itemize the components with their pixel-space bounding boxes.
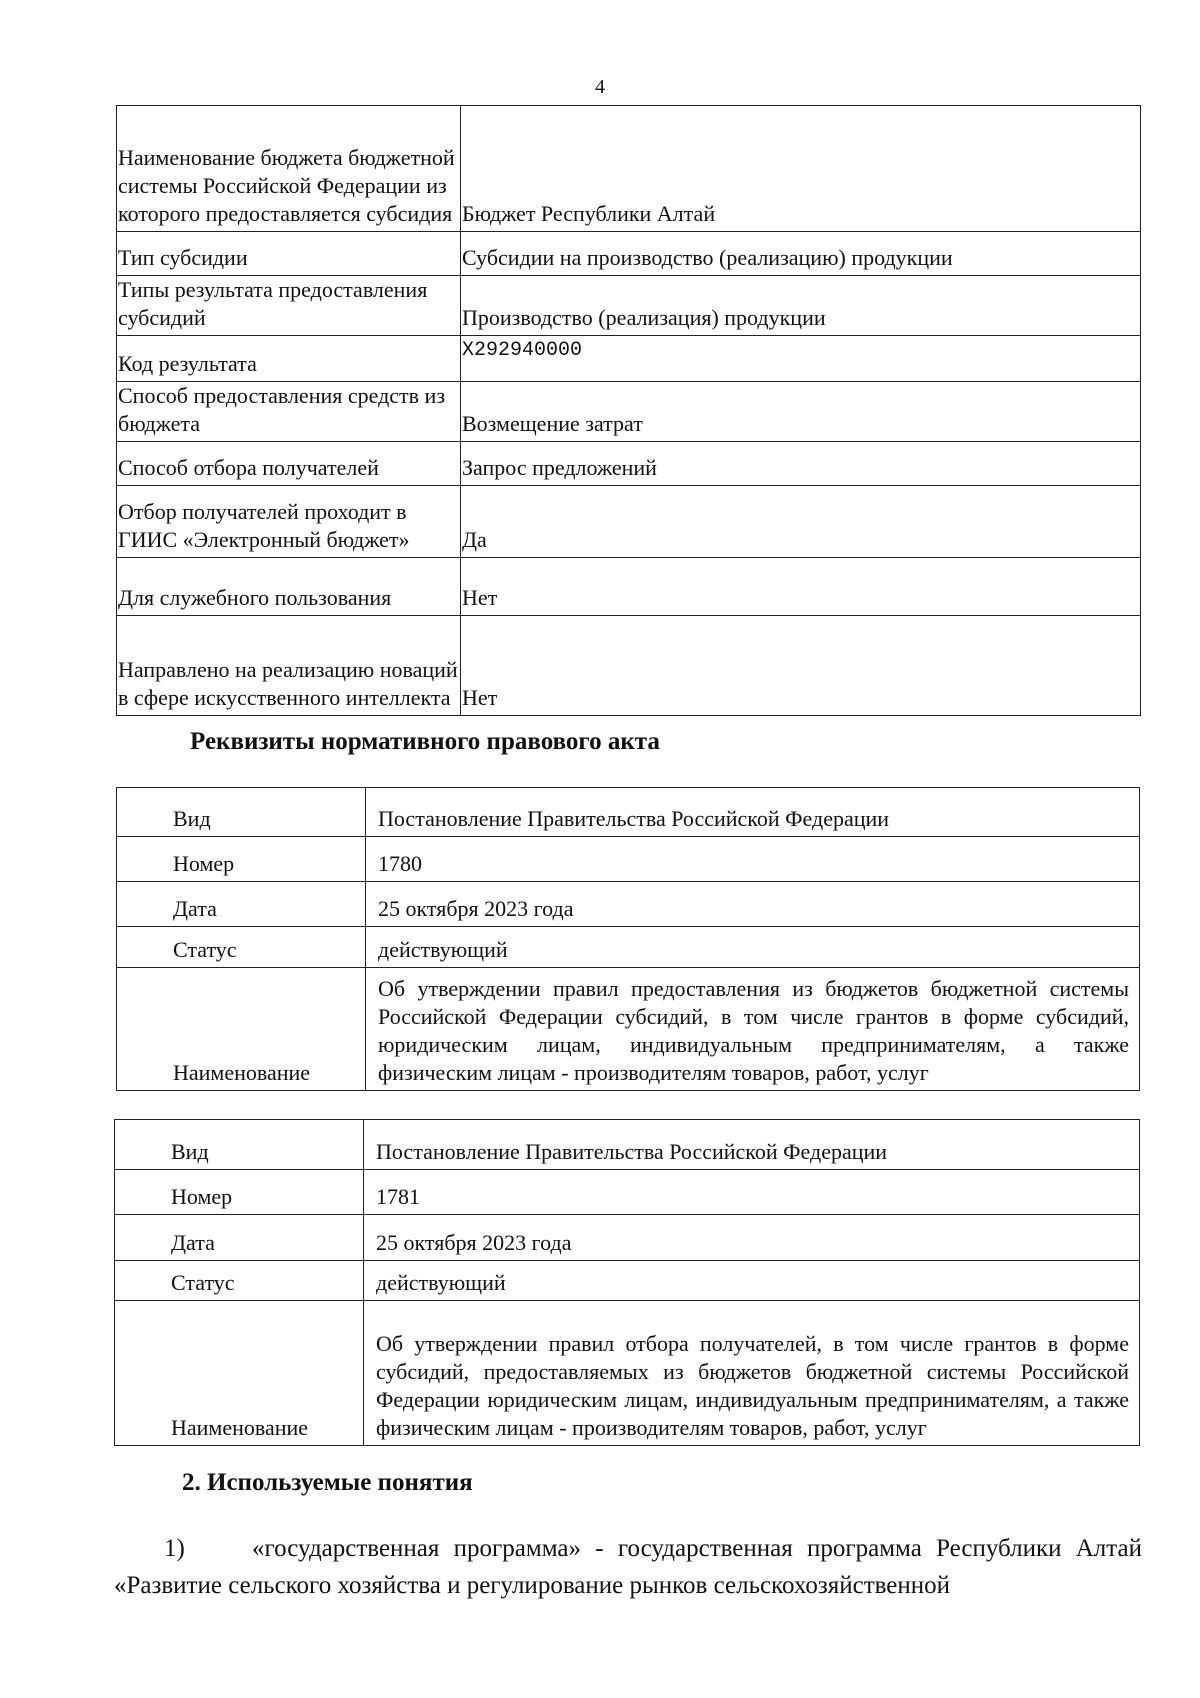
row-label: Для служебного пользования bbox=[117, 558, 461, 616]
row-value: 25 октября 2023 года bbox=[366, 882, 1140, 927]
row-value: Об утверждении правил предоставления из бюджетов бюджетной системы Российской Федерации субсидий, в том числе грантов в форме субсидий, юридическим лицам, индивидуальным предпринимателям, а также физическим лицам - производителям товаров, работ, услуг bbox=[366, 968, 1140, 1091]
table-row bbox=[117, 442, 1141, 486]
table-row bbox=[117, 927, 1140, 968]
section-2-heading: 2. Используемые понятия bbox=[182, 1469, 473, 1496]
row-label: Статус bbox=[117, 927, 366, 968]
row-label: Дата bbox=[115, 1215, 364, 1261]
legal-act-table-2 bbox=[114, 1119, 1140, 1446]
row-value: Постановление Правительства Российской Федерации bbox=[366, 788, 1140, 837]
row-value: Постановление Правительства Российской Федерации bbox=[364, 1120, 1140, 1170]
table-row bbox=[117, 968, 1140, 1091]
row-label: Тип субсидии bbox=[117, 232, 461, 276]
table-row bbox=[117, 882, 1140, 927]
row-label: Типы результата предоставления субсидий bbox=[117, 276, 461, 336]
row-label: Наименование bbox=[117, 968, 366, 1091]
table-row bbox=[117, 486, 1141, 558]
definition-paragraph bbox=[114, 1530, 1142, 1604]
subsidy-info-table bbox=[116, 105, 1141, 716]
row-value: Субсидии на производство (реализацию) продукции bbox=[461, 232, 1141, 276]
item-text: «государственная программа» - государственная программа Республики Алтай «Развитие сельского хозяйства и регулирование рынков сельскохозяйственной bbox=[114, 1535, 1142, 1599]
row-value: действующий bbox=[364, 1261, 1140, 1301]
row-value: Нет bbox=[461, 616, 1141, 716]
acts-heading: Реквизиты нормативного правового акта bbox=[190, 728, 660, 755]
page-number: 4 bbox=[595, 76, 605, 98]
row-label: Направлено на реализацию новаций в сфере искусственного интеллекта bbox=[117, 616, 461, 716]
row-value: Об утверждении правил отбора получателей, в том числе грантов в форме субсидий, предоставляемых из бюджетов бюджетной системы Российской Федерации юридическим лицам, индивидуальным предпринимателям, а также физическим лицам - производителям товаров, работ, услуг bbox=[364, 1301, 1140, 1446]
row-value: действующий bbox=[366, 927, 1140, 968]
table-row bbox=[117, 788, 1140, 837]
row-label: Номер bbox=[117, 837, 366, 882]
table-row bbox=[117, 837, 1140, 882]
row-value: X292940000 bbox=[461, 336, 1141, 382]
table-row bbox=[115, 1170, 1140, 1215]
row-label: Отбор получателей проходит в ГИИС «Электронный бюджет» bbox=[117, 486, 461, 558]
table-row bbox=[117, 276, 1141, 336]
row-label: Вид bbox=[117, 788, 366, 837]
table-row bbox=[117, 232, 1141, 276]
table-row bbox=[115, 1120, 1140, 1170]
table-row bbox=[117, 106, 1141, 232]
table-row bbox=[115, 1215, 1140, 1261]
row-label: Наименование бюджета бюджетной системы Российской Федерации из которого предоставляется субсидия bbox=[117, 106, 461, 232]
row-value: Нет bbox=[461, 558, 1141, 616]
row-value: Запрос предложений bbox=[461, 442, 1141, 486]
row-value: Бюджет Республики Алтай bbox=[461, 106, 1141, 232]
table-row bbox=[117, 558, 1141, 616]
table-row bbox=[117, 336, 1141, 382]
row-value: 25 октября 2023 года bbox=[364, 1215, 1140, 1261]
row-value: Да bbox=[461, 486, 1141, 558]
row-label: Статус bbox=[115, 1261, 364, 1301]
table-row bbox=[115, 1261, 1140, 1301]
table-row bbox=[115, 1301, 1140, 1446]
row-label: Вид bbox=[115, 1120, 364, 1170]
row-label: Способ предоставления средств из бюджета bbox=[117, 382, 461, 442]
row-value: Возмещение затрат bbox=[461, 382, 1141, 442]
row-label: Код результата bbox=[117, 336, 461, 382]
row-label: Номер bbox=[115, 1170, 364, 1215]
row-label: Наименование bbox=[115, 1301, 364, 1446]
row-value: Производство (реализация) продукции bbox=[461, 276, 1141, 336]
table-row bbox=[117, 616, 1141, 716]
table-row bbox=[117, 382, 1141, 442]
row-value: 1780 bbox=[366, 837, 1140, 882]
legal-act-table-1 bbox=[116, 787, 1140, 1091]
row-label: Способ отбора получателей bbox=[117, 442, 461, 486]
row-label: Дата bbox=[117, 882, 366, 927]
row-value: 1781 bbox=[364, 1170, 1140, 1215]
item-number: 1) bbox=[164, 1535, 185, 1562]
